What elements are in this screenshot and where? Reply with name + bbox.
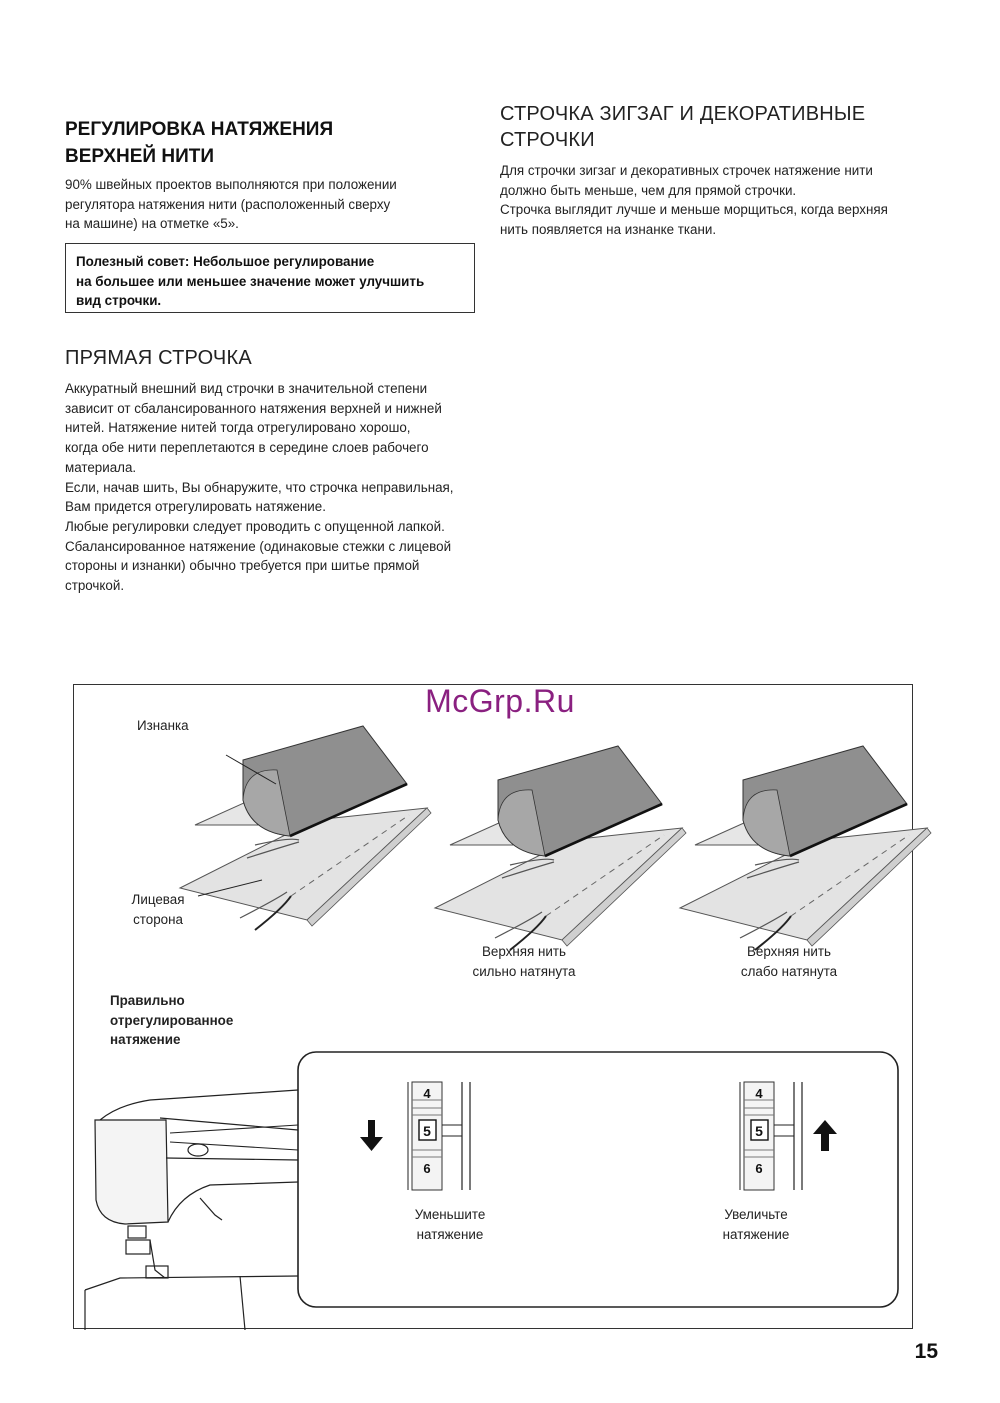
dial-left-6: 6 bbox=[423, 1161, 431, 1176]
body-line: материала. bbox=[65, 459, 137, 475]
body-line: когда обе нити переплетаются в середине слоев рабочего bbox=[65, 440, 429, 456]
dial-right-5: 5 bbox=[755, 1123, 763, 1139]
body-line: Аккуратный внешний вид строчки в значительной степени bbox=[65, 381, 428, 396]
label-correct-tension: Правильно отрегулированное натяжение bbox=[110, 993, 234, 1047]
label-wrong-side: Изнанка bbox=[137, 718, 189, 733]
zigzag-heading-line1: СТРОЧКА ЗИГЗАГ И ДЕКОРАТИВНЫЕ bbox=[500, 103, 866, 125]
tension-dial-right bbox=[740, 1082, 802, 1190]
body-line: нитей. Натяжение нитей тогда отрегулировано хорошо, bbox=[65, 420, 411, 436]
label-right-side: Лицевая сторона bbox=[131, 892, 185, 927]
page-number: 15 bbox=[914, 1340, 938, 1363]
straight-stitch-heading: ПРЯМАЯ СТРОЧКА bbox=[65, 347, 252, 369]
dial-left-4: 4 bbox=[423, 1086, 431, 1101]
tip-line: на большее или меньшее значение может улучшить bbox=[76, 273, 425, 289]
body-line: Сбалансированное натяжение (одинаковые стежки с лицевой bbox=[65, 538, 452, 554]
label-decrease-tension: Уменьшите натяжение bbox=[414, 1207, 486, 1242]
body-line: строчкой. bbox=[65, 578, 125, 594]
main-title-line2: ВЕРХНЕЙ НИТИ bbox=[65, 146, 214, 167]
body-line: зависит от сбалансированного натяжения верхней и нижней bbox=[65, 400, 442, 416]
intro-line: на машине) на отметке «5». bbox=[65, 216, 239, 232]
body-line: Строчка выглядит лучше и меньше морщиться, когда верхняя bbox=[500, 202, 888, 218]
sewing-machine bbox=[85, 1090, 298, 1330]
body-line: Любые регулировки следует проводить с опущенной лапкой. bbox=[65, 518, 445, 534]
main-title-line1: РЕГУЛИРОВКА НАТЯЖЕНИЯ bbox=[65, 119, 334, 140]
body-line: должно быть меньше, чем для прямой строчки. bbox=[500, 182, 797, 198]
body-line: Вам придется отрегулировать натяжение. bbox=[65, 499, 326, 515]
body-line: нить появляется на изнанке ткани. bbox=[500, 222, 717, 238]
label-tight-thread: Верхняя нить сильно натянута bbox=[472, 944, 576, 979]
tip-line: Полезный совет: Небольшое регулирование bbox=[76, 254, 375, 269]
fabric-tight-upper-thread bbox=[435, 746, 686, 950]
dial-left-5: 5 bbox=[423, 1123, 431, 1139]
intro-line: 90% швейных проектов выполняются при положении bbox=[65, 177, 397, 192]
arrow-down-icon bbox=[360, 1120, 383, 1151]
arrow-up-icon bbox=[813, 1120, 837, 1151]
watermark: McGrp.Ru bbox=[425, 683, 575, 719]
dial-right-4: 4 bbox=[755, 1086, 763, 1101]
dial-panel bbox=[298, 1052, 898, 1307]
body-line: Для строчки зигзаг и декоративных строчек натяжение нити bbox=[500, 163, 873, 178]
label-increase-tension: Увеличьте натяжение bbox=[722, 1207, 790, 1242]
fabric-loose-upper-thread bbox=[680, 746, 931, 950]
fabric-correct-tension bbox=[180, 726, 431, 930]
dial-right-6: 6 bbox=[755, 1161, 763, 1176]
zigzag-heading-line2: СТРОЧКИ bbox=[500, 129, 595, 151]
body-line: стороны и изнанки) обычно требуется при шитье прямой bbox=[65, 558, 420, 574]
tip-line: вид строчки. bbox=[76, 293, 162, 309]
tension-dial-left bbox=[408, 1082, 470, 1190]
body-line: Если, начав шить, Вы обнаружите, что строчка неправильная, bbox=[65, 479, 454, 495]
label-loose-thread: Верхняя нить слабо натянута bbox=[740, 944, 838, 979]
intro-line: регулятора натяжения нити (расположенный сверху bbox=[65, 196, 391, 212]
